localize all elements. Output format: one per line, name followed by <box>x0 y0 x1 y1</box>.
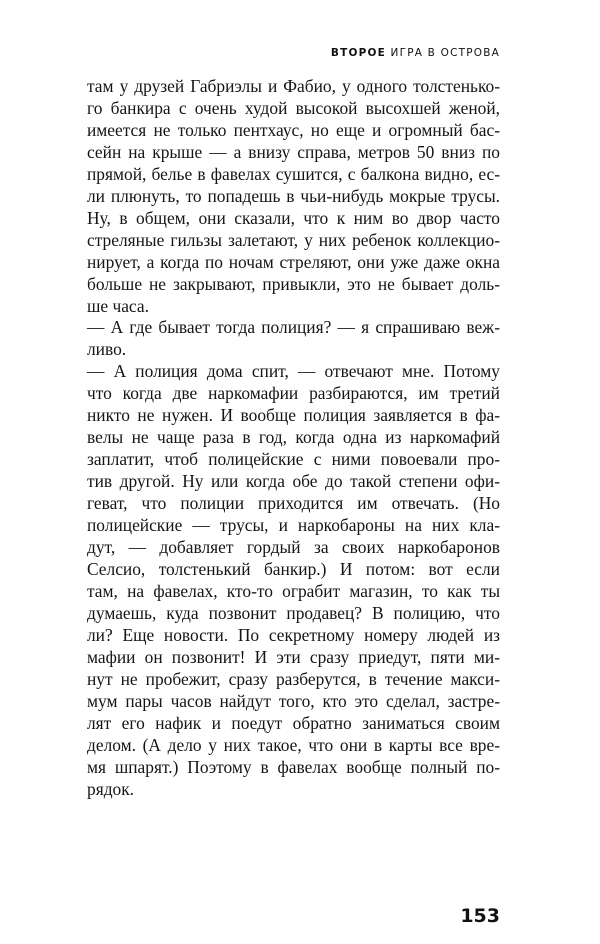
text-line: стреляные гильзы залетают, у них ребенок коллекцио- <box>87 229 500 250</box>
text-line: больше не закрывают, привыкли, это не бывает доль- <box>87 273 500 294</box>
text-line: дут, — добавляет гордый за своих наркобаронов <box>87 537 500 558</box>
text-line: нирует, а когда по ночам стреляют, они уже даже окна <box>87 251 500 272</box>
text-line: Ну, в общем, они сказали, что к ним во двор часто <box>87 207 500 228</box>
text-line: ше часа. <box>87 295 149 316</box>
text-line: мум пары часов найдут того, кто это сделал, застре- <box>87 690 500 711</box>
text-line: лят его нафик и поедут обратно заниматься своим <box>87 712 500 733</box>
text-line: Селсио, толстенький банкир.) И потом: вот если <box>87 558 500 579</box>
text-line: имеется не только пентхаус, но еще и огромный бас- <box>87 119 500 140</box>
text-line: го банкира с очень худой высокой высохшей женой, <box>87 97 500 118</box>
text-line: рядок. <box>87 778 135 799</box>
running-header-book-title: ИГРА В ОСТРОВА <box>386 47 500 59</box>
text-line: прямой, белье в фавелах сушится, с балкона видно, ес- <box>87 163 500 184</box>
text-line: геват, что полиции приходится им отвечать. (Но <box>87 493 500 514</box>
text-line: ли плюнуть, то попадешь в чьи-нибудь мокрые трусы. <box>87 185 500 206</box>
running-header <box>331 47 500 59</box>
text-line: тив другой. Ну или когда обе до такой степени офи- <box>87 471 500 492</box>
text-line: мя шпарят.) Поэтому в фавелах вообще полный по- <box>87 756 500 777</box>
text-line: делом. (А дело у них такое, что они в карты все вре- <box>87 734 500 755</box>
body-text <box>87 76 500 800</box>
text-line: ли? Еще новости. По секретному номеру людей из <box>87 624 500 645</box>
text-line: заплатит, чтоб полицейские с ними повоевали про- <box>87 449 500 470</box>
text-line: — А где бывает тогда полиция? — я спрашиваю веж- <box>87 317 500 338</box>
running-header-part-title: ВТОРОЕ <box>330 47 387 59</box>
text-line: там, на фавелах, кто-то ограбит магазин, то как ты <box>87 580 500 601</box>
text-line: нут не пробежит, сразу разберутся, в течение макси- <box>87 668 500 689</box>
text-line: — А полиция дома спит, — отвечают мне. Потому <box>87 361 500 382</box>
page-number: 153 <box>460 905 500 927</box>
text-line: думаешь, куда позвонит продавец? В полицию, что <box>87 602 500 623</box>
text-line: что когда две наркомафии разбираются, им третий <box>87 383 500 404</box>
text-line: там у друзей Габриэлы и Фабио, у одного толстенько- <box>87 76 500 96</box>
text-line: сейн на крыше — а внизу справа, метров 50 вниз по <box>87 141 500 162</box>
text-line: полицейские — трусы, и наркобароны на них кла- <box>87 515 500 536</box>
text-line: никто не нужен. И вообще полиция заявляется в фа- <box>87 405 500 426</box>
text-line: ливо. <box>87 339 127 360</box>
text-line: велы не чаще раза в год, когда одна из наркомафий <box>87 427 500 448</box>
text-line: мафии он позвонит! И эти сразу приедут, пяти ми- <box>87 646 500 667</box>
